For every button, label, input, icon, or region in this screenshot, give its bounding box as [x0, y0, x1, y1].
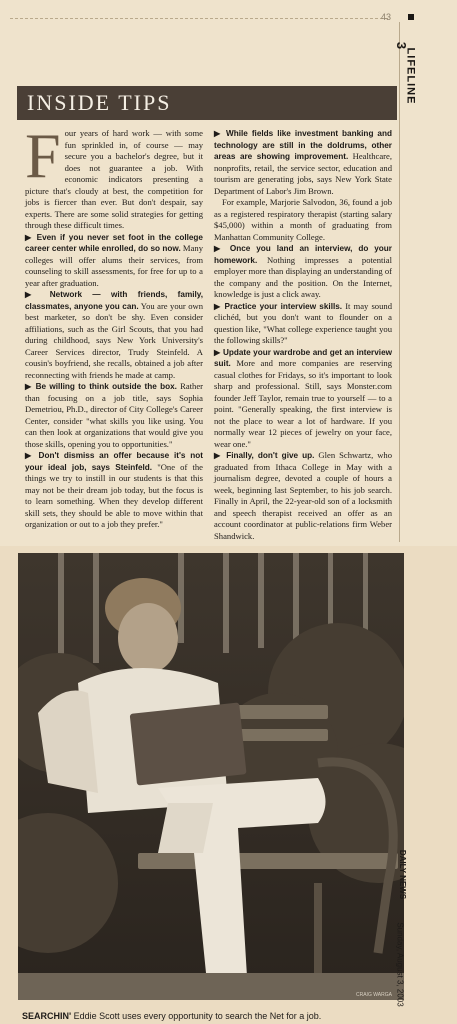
article-paragraph [25, 120, 203, 232]
paragraph-text: It may sound clichéd, but you don't want to flounder on a question like, "What college experience taught you the following skills?" [214, 300, 392, 345]
section-tab [394, 8, 430, 128]
cut-line [10, 18, 388, 19]
tip-lead: ▶ Finally, don't give up. [214, 451, 315, 460]
publication-tab [395, 830, 428, 1020]
tip-lead: ▶ Update your wardrobe and get an interview suit. [214, 347, 392, 368]
article-paragraph [214, 197, 392, 243]
tip-lead: ▶ Be willing to think outside the box. [25, 382, 177, 391]
section-name: LIFELINE [404, 47, 417, 105]
page-number: 3 [394, 41, 410, 50]
caption-text: Eddie Scott uses every opportunity to search the Net for a job. [71, 1011, 322, 1021]
headline-banner [17, 86, 397, 120]
paragraph-text: Many colleges will offer alums their services, from counseling to skill assessments, for free for up to a year after graduation. [25, 243, 203, 288]
paragraph-text: For example, Marjorie Salvodon, 36, found a job as a registered respiratory therapist (starting salary $45,000) within a month of graduating from Manhattan Community College. [214, 197, 392, 242]
article-paragraph [25, 232, 203, 290]
article-column-2 [214, 128, 392, 542]
paragraph-text: Rather than focusing on a job title, says Sophia Demetriou, Ph.D., director of City College's Career Center, consider "what skills you like using. You can then look at organizations that would give you those skills, opening you to opportunities." [25, 381, 203, 449]
photo-credit: CRAIG WARGA [356, 992, 392, 998]
student-photo [18, 553, 404, 1000]
tip-lead: ▶ While fields like investment banking and technology are still in the doldrums, other areas are showing improvement. [214, 129, 392, 161]
tip-lead: ▶ Even if you never set foot in the college career center while enrolled, do so now. [25, 232, 203, 253]
article-paragraph [214, 347, 392, 451]
drop-cap: F [25, 120, 61, 191]
paragraph-text: More and more companies are reserving casual clothes for Fridays, so it's important to look sharp and professional. Still, says Monster.com founder Jeff Taylor, remain true to yourself — to a point. "Generally speaking, the first interview is not the place to wear a lot of hardware. If you normally wear 12 pieces of jewelry on your face, wear one." [214, 358, 392, 449]
photo [18, 553, 404, 1000]
article-paragraph [214, 450, 392, 542]
article-column-1 [25, 120, 203, 531]
article-paragraph [214, 128, 392, 197]
photo-caption [22, 1011, 321, 1021]
article-paragraph [25, 289, 203, 381]
publication-date: Sunday, August 3, 2003 [395, 922, 405, 1007]
article-paragraph [214, 301, 392, 347]
paragraph-text: You are your own best marketer, so don't be shy. Even consider affiliations, such as the Girl Scouts, that you had during childhood, says New York University's Career Services director, Trudy Steinfeld. A cousin's boyfriend, she recalls, obtained a job after reconnecting with friends he made at camp. [25, 300, 203, 380]
article-paragraph [214, 243, 392, 301]
folio: 43 [381, 12, 392, 22]
tip-lead: ▶ Once you land an interview, do your homework. [214, 244, 392, 265]
paragraph-text: Nothing impresses a potential employer more than displaying an understanding of the company and the position. On the Internet, knowledge is just a click away. [214, 254, 392, 299]
article-paragraph [25, 381, 203, 450]
square-bullet-icon [408, 14, 414, 20]
caption-lead: SEARCHIN' [22, 1011, 72, 1021]
tip-lead: ▶ Don't dismiss an offer because it's not your ideal job, says Steinfeld. [25, 451, 203, 472]
paragraph-text: "One of the things we try to instill in our students is that this may not be their dream job today, but the focus is to learn something. When they develop different skill sets, they should be able to move within that organization or out to a job they prefer." [25, 461, 203, 529]
paragraph-text: Glen Schwartz, who graduated from Ithaca College in May with a journalism degree, devoted a couple of hours a week, beginning last September, to his job search. Finally in April, the 22-year-old son of a locksmith and speech therapist received an offer as an account coordinator at public-relations firm Weber Shandwick. [214, 450, 392, 541]
paragraph-text: Healthcare, nonprofits, retail, the service sector, education and tourism are generating jobs, says New York State Department of Labor's Jim Brown. [214, 151, 392, 196]
tip-lead: ▶ Practice your interview skills. [214, 301, 343, 311]
headline: INSIDE TIPS [27, 90, 172, 115]
tip-lead: ▶ Network — with friends, family, classmates, anyone you can. [25, 290, 203, 311]
column-rule [399, 22, 400, 542]
paragraph-text: our years of hard work — with some fun sprinkled in, of course — may secure you a bachelor's degree, but it does not guarantee a job. With economic indicators presenting a picture that's cloudy at best, the competition for jobs is fiercer than ever. But don't despair, say experts. There are some solid strategies for getting through these difficult times. [25, 128, 203, 230]
article-paragraph [25, 450, 203, 531]
publication-name: DAILY NEWS [398, 849, 408, 900]
